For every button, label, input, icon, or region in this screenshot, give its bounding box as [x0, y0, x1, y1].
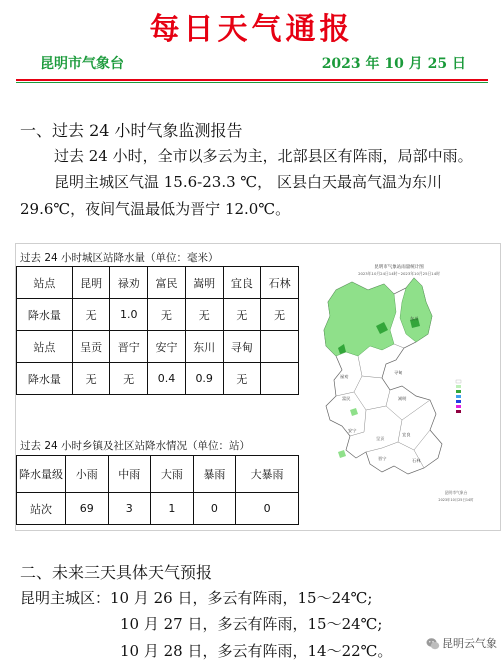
map-footer-date: 2023年10月25日14时 — [438, 498, 474, 502]
header-rule-red — [16, 79, 488, 81]
page-title: 每日天气通报 — [149, 12, 354, 47]
section1-line-1: 过去 24 小时，全市以多云为主，北部县区有阵雨，局部中雨。 — [54, 147, 473, 165]
map-footer: 昆明市气象台 — [444, 490, 468, 495]
map-label: 东川 — [410, 316, 419, 321]
map-label: 宜良 — [402, 432, 411, 437]
table-cell: 69 — [66, 493, 109, 525]
rainfall-map — [306, 260, 492, 522]
table-cell: 降水量 — [17, 363, 73, 395]
map-title: 昆明市气象站雨量统计图 — [374, 265, 424, 270]
table-cell: 无 — [223, 299, 261, 331]
table-cell: 小雨 — [66, 456, 109, 493]
map-label: 嵩明 — [398, 396, 407, 401]
table-cell: 无 — [261, 299, 299, 331]
map-label: 富民 — [342, 396, 351, 401]
table-cell: 安宁 — [148, 331, 186, 363]
table-cell: 无 — [72, 299, 110, 331]
table-cell: 大雨 — [151, 456, 194, 493]
table-cell: 0 — [236, 493, 299, 525]
urban-station-precip-table — [16, 266, 299, 395]
forecast-day-3: 10 月 28 日，多云有阵雨，14～22℃。 — [120, 642, 393, 660]
table-cell: 禄劝 — [110, 267, 148, 299]
forecast-day-2: 10 月 27 日，多云有阵雨，15～24℃; — [120, 615, 383, 633]
table-cell: 0.9 — [185, 363, 223, 395]
township-precip-table — [16, 455, 299, 525]
table-cell: 昆明 — [72, 267, 110, 299]
section1-heading: 一、过去 24 小时气象监测报告 — [20, 121, 243, 140]
section2-heading: 二、未来三天具体天气预报 — [20, 563, 213, 582]
table2-caption: 过去 24 小时乡镇及社区站降水情况（单位：站） — [20, 440, 251, 452]
wechat-badge — [426, 635, 497, 651]
table-cell: 站点 — [17, 331, 73, 363]
issue-date: 2023 年 10 月 25 日 — [321, 56, 466, 72]
table-cell: 站次 — [17, 493, 66, 525]
map-legend — [456, 380, 461, 413]
map-label: 寻甸 — [394, 370, 403, 375]
table-cell: 东川 — [185, 331, 223, 363]
map-label: 安宁 — [348, 428, 357, 433]
table-cell: 站点 — [17, 267, 73, 299]
table-cell: 无 — [72, 363, 110, 395]
wechat-icon — [426, 637, 440, 651]
table-cell: 呈贡 — [72, 331, 110, 363]
table-cell — [261, 331, 299, 363]
table-cell: 暴雨 — [193, 456, 236, 493]
issuer: 昆明市气象台 — [40, 56, 124, 72]
table-cell: 富民 — [148, 267, 186, 299]
table-cell: 降水量级 — [17, 456, 66, 493]
map-label: 石林 — [412, 458, 421, 463]
header-rule-green — [16, 82, 488, 83]
badge-text: 昆明云气象 — [442, 637, 497, 650]
map-label: 晋宁 — [378, 456, 387, 461]
table-cell: 1.0 — [110, 299, 148, 331]
table-cell: 无 — [185, 299, 223, 331]
section1-line-3: 29.6℃，夜间气温最低为晋宁 12.0℃。 — [20, 200, 291, 218]
map-label: 呈贡 — [376, 436, 385, 441]
map-subtitle: 2023年10月24日14时~2023年10月25日14时 — [358, 271, 440, 276]
table-cell: 寻甸 — [223, 331, 261, 363]
table1-caption: 过去 24 小时城区站降水量（单位：毫米） — [20, 252, 219, 264]
table-cell: 无 — [110, 363, 148, 395]
table-cell: 0.4 — [148, 363, 186, 395]
map-label: 禄劝 — [340, 374, 349, 379]
table-cell: 晋宁 — [110, 331, 148, 363]
table-cell: 降水量 — [17, 299, 73, 331]
table-cell: 3 — [108, 493, 151, 525]
table-cell: 中雨 — [108, 456, 151, 493]
table-cell: 嵩明 — [185, 267, 223, 299]
table-cell — [261, 363, 299, 395]
section1-line-2: 昆明主城区气温 15.6-23.3 ℃， 区县白天最高气温为东川 — [54, 173, 442, 191]
forecast-day-1: 昆明主城区：10 月 26 日，多云有阵雨，15～24℃; — [20, 589, 373, 607]
table-cell: 石林 — [261, 267, 299, 299]
table-cell: 1 — [151, 493, 194, 525]
map-region-rain-light — [324, 282, 396, 356]
table-cell: 无 — [223, 363, 261, 395]
table-cell: 大暴雨 — [236, 456, 299, 493]
table-cell: 宜良 — [223, 267, 261, 299]
table-cell: 无 — [148, 299, 186, 331]
table-cell: 0 — [193, 493, 236, 525]
map-region-rain-light — [338, 450, 346, 458]
